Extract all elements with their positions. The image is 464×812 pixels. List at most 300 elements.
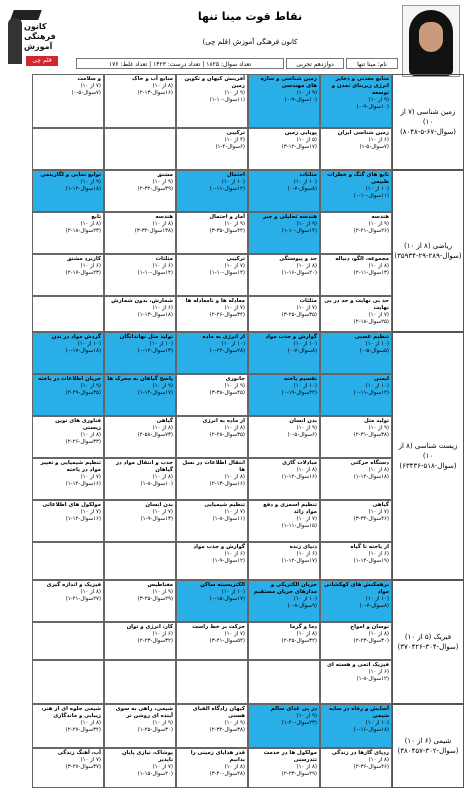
topic-counts: (۱۲سوال-۸-۱) [356,676,389,682]
topic-name: فیزیک و اندازه گیری [46,582,101,588]
topic-counts: (۱۰سوال-۸-۱) [140,481,173,487]
topic-name: آمار و احتمال [209,214,245,220]
topic-counts: (۱۲سوال-۱۱-۰) [353,390,389,396]
topic-score: (۶ از ۱۰) [368,551,389,557]
topic-score: (۸ از ۱۰) [152,425,173,431]
topic-counts: (۳۴سوال-۲۶-۲) [209,312,245,318]
page-title: نقاط قوت مینا تنها [197,10,303,23]
topic-name: حد و پیوستگی [279,256,317,262]
topic-cell [248,622,320,660]
topic-name: کار، انرژی و توان [126,624,173,630]
topic-score: (۹ از ۱۰) [296,425,317,431]
topic-name: مثلثات [299,298,317,304]
topic-name: پوشاک، نیازی پایان ناپذیر [121,750,173,763]
topic-counts: (۲۳سوال-۱۷-۲) [65,270,101,276]
topic-name: گیاهی [372,502,389,508]
topic-name: زمین شناسی ایران [337,130,389,136]
topic-cell [320,296,392,332]
topic-cell [32,458,104,500]
topic-score: (۹ از ۱۰) [224,720,245,726]
topic-cell [176,542,248,580]
topic-counts: (۱۱سوال-۱۰-۱) [209,97,245,103]
topic-name: جذب و انتقال مواد در گیاهان [115,460,173,473]
topic-cell [32,212,104,254]
face-shape [419,22,443,52]
topic-counts: (۳۲سوال-۲۳-۲) [137,638,173,644]
topic-cell [104,458,176,500]
topic-cell [248,170,320,212]
topic-score: (۷ از ۱۰) [80,83,101,89]
topic-name: انتقال اطلاعات در نسل ها [182,460,245,473]
topic-name: جریان الکتریکی و مدارهای جریان مستقیم [253,582,317,595]
topic-cell [320,660,392,704]
topic-cell [104,212,176,254]
topic-name: ردپای گازها در زندگی [331,750,389,756]
topic-cell [104,500,176,542]
topic-score: (۱۰ از ۱۰) [149,341,173,347]
topic-cell [176,500,248,542]
topic-counts: (۲۹سوال-۲۵-۳) [137,596,173,602]
topic-score: (۱۰ از ۱۰) [293,596,317,602]
topic-name: هندسه [155,214,173,220]
topic-name: فناوری های نوین زیستی [55,418,101,431]
topic-name: جریان اطلاعات در یاخته [38,376,101,382]
topic-name: در پی غذای سالم [270,706,317,712]
topic-counts: (۱۳سوال-۱۱-۲) [353,270,389,276]
topic-cell [104,374,176,416]
student-photo [402,5,460,77]
topic-cell [320,748,392,788]
topic-counts: (۱۶سوال-۱۲-۱) [65,481,101,487]
topic-name: احتمال [226,172,245,178]
topic-score: (۸ از ۱۰) [80,720,101,726]
topic-name: آسایش و رفاه در سایه شیمی [328,706,389,719]
topic-counts: (۴۶سوال-۳۴-۳) [353,516,389,522]
topic-cell [248,296,320,332]
topic-score: (۸ از ۱۰) [152,474,173,480]
topic-cell [32,128,104,170]
topic-cell [176,128,248,170]
topic-counts: (۱۳۸سوال-۳۴-۳) [134,228,173,234]
name-field: نام: مینا تنها [346,58,398,69]
topic-cell [176,254,248,296]
topic-counts: (۱۰سوال-۹-۰) [284,97,317,103]
subject-label: فیزیک (۵ از ۱۰) (۳۷۰سوال-۳۰۴-۴۲۶) [392,580,464,704]
topic-score: (۷ از ۱۰) [224,263,245,269]
topic-name: مولکول ها در خدمت تندرستی [263,750,317,763]
topic-cell [320,212,392,254]
topic-cell [104,128,176,170]
topic-score: (۴ از ۱۰) [224,137,245,143]
topic-cell [320,580,392,622]
topic-score: (۹ از ۱۰) [296,90,317,96]
topic-score: (۱۰ از ۱۰) [365,383,389,389]
topic-counts: (۱۲سوال-۱۱-۰) [209,186,245,192]
topic-name: توابع نمایی و لگاریتمی [40,172,101,178]
topic-counts: (۳۲سوال-۲۵-۲) [281,638,317,644]
topic-name: تقسیم یاخته [283,376,317,382]
topic-score: (۷ از ۱۰) [152,509,173,515]
topic-score: (۹ از ۱۰) [224,383,245,389]
topic-cell [32,580,104,622]
topic-name: آفرینش کیهان و تکوین زمین [184,76,245,89]
topic-cell [32,542,104,580]
topic-cell [32,170,104,212]
subject-label: شیمی (۶ از ۱۰) (۳۸۰سوال-۳۰۲-۴۵۷) [392,704,464,788]
topic-name: شیمی، راهی به سوی آینده ای روشن تر [115,706,173,719]
topic-name: مثلثات [155,256,173,262]
topic-cell [176,660,248,704]
topic-name: مغناطیس [147,582,173,588]
topic-score: (۹ از ۱۰) [80,383,101,389]
topic-counts: (۱۰سوال-۹-۰) [356,104,389,110]
topic-cell [104,74,176,128]
topic-cell [248,128,320,170]
logo-line-1: کانون [24,22,47,31]
topic-name: تنظیم شیمیایی [204,502,245,508]
topic-cell [248,542,320,580]
topic-cell [104,170,176,212]
topic-cell [320,170,392,212]
topic-name: تنظیم اسمزی و دفع مواد زائد [263,502,317,515]
topic-name: گوارش و جذب مواد [265,334,317,340]
topic-cell [176,74,248,128]
topic-counts: (۱۱سوال-۸-۱) [212,516,245,522]
topic-cell [248,254,320,296]
topic-cell [248,332,320,374]
kanoon-logo [6,4,64,68]
topic-score: (۷ از ۱۰) [152,764,173,770]
topic-counts: (۱۳سوال-۹-۱) [140,516,173,522]
topic-name: معادله ها و نامعادله ها [185,298,245,304]
topic-counts: (۷سوال-۵-۰) [71,90,101,96]
topic-name: حرکت بر خط راست [192,624,245,630]
topic-name: تابع های گنگ و خطرات طبیعی [327,172,389,185]
topic-cell [176,580,248,622]
topic-counts: (۳۵سوال-۲۹-۲) [65,390,101,396]
topic-counts: (۱۲سوال-۹-۱) [212,558,245,564]
topic-counts: (۳۰سوال-۲۳-۲) [353,638,389,644]
topic-score: (۱۰ از ۱۰) [293,179,317,185]
topic-cell [32,416,104,458]
topic-name: کاربرد مشتق [66,256,101,262]
topic-score: (۸ از ۱۰) [296,631,317,637]
stats-field: تعداد سوال: ۱۸۲۵ | تعداد درست: ۱۴۲۳ | تعداد غلط: ۱۷۶ [76,58,284,69]
topic-name: مثلثات [299,172,317,178]
topic-name: برهمکنش های کهکشانی مواد [324,582,389,595]
topic-name: گردش مواد در بدن [51,334,101,340]
topic-score: (۸ از ۱۰) [80,589,101,595]
topic-score: (۱۰ از ۱۰) [221,179,245,185]
topic-counts: (۵سوال-۵-۰) [359,348,389,354]
topic-cell [176,212,248,254]
topic-cell [104,660,176,704]
topic-cell [320,128,392,170]
topic-counts: (۳۰سوال-۲۵-۱) [137,727,173,733]
topic-counts: (۱۶سوال-۱۳-۲) [137,90,173,96]
topic-counts: (۱۴سوال-۱۰-۱) [281,228,317,234]
topic-score: (۸ از ۱۰) [224,474,245,480]
topic-score: (۱۰ از ۱۰) [77,341,101,347]
page-subtitle: کانون فرهنگی آموزش (قلم چی) [202,38,298,46]
topic-score: (۱۰ از ۱۰) [365,720,389,726]
logo-line-3: آموزش [24,42,53,51]
topic-score: (۹ از ۱۰) [368,221,389,227]
topic-score: (۷ از ۱۰) [80,509,101,515]
topic-score: (۹ از ۱۰) [224,221,245,227]
topic-cell [176,374,248,416]
topic-cell [320,500,392,542]
topic-score: (۱۰ از ۱۰) [365,186,389,192]
topic-name: از انرژی به ماده [202,334,245,340]
topic-name: تنظیم شیمیایی و تغییر مواد در یاخته [40,460,101,473]
topic-counts: (۳۵سوال-۲۵-۳) [281,312,317,318]
topic-score: (۹ از ۱۰) [296,713,317,719]
topic-name: فیزیک اتمی و هسته ای [327,662,389,668]
topic-name: گیاهی [156,418,173,424]
topic-counts: (۶سوال-۵-۰) [287,432,317,438]
topic-score: (۷ از ۱۰) [224,631,245,637]
topic-counts: (۳۸سوال-۳۲-۲) [209,727,245,733]
topic-cell [104,416,176,458]
topic-cell [104,704,176,748]
topic-counts: (۴۵سوال-۳۸-۳) [209,390,245,396]
topic-cell [320,254,392,296]
topic-name: و سلامت [77,76,101,82]
topic-cell [320,458,392,500]
topic-cell [32,500,104,542]
topic-score: (۹ از ۱۰) [80,179,101,185]
topic-counts: (۸سوال-۷-۰) [359,603,389,609]
topic-score: (۸ از ۱۰) [368,263,389,269]
topic-name: مولکول های اطلاعاتی [42,502,101,508]
topic-score: (۷ از ۱۰) [368,509,389,515]
topic-cell [248,74,320,128]
topic-counts: (۲۳سوال-۱۸-۲) [65,228,101,234]
topic-score: (۹ از ۱۰) [152,179,173,185]
topic-name: ایمنی [373,376,389,382]
topic-score: (۱۰ از ۱۰) [221,341,245,347]
subject-label: زمین شناسی (۷ از ۱۰) (۸۰سوال-۶۷-۵-۴۸) [392,74,464,170]
subject-label: زیست شناسی (۸ از ۱۰) (۶۳۴سوال-۵۱۸-۳۶) [392,332,464,580]
topic-score: (۸ از ۱۰) [368,631,389,637]
topic-counts: (۷سوال-۵-۱) [359,144,389,150]
topic-name: منابع معدنی و ذخایر انرژی زیربنای تمدن و توسعه [331,76,389,96]
topic-counts: (۱۷سوال-۱۲-۱) [281,558,317,564]
topic-name: الکتریسیته ساکن [200,582,245,588]
topic-name: زمین شناسی و سازه های مهندسی [260,76,317,89]
topic-score: (۹ از ۱۰) [152,720,173,726]
topic-cell [32,332,104,374]
topic-cell [320,332,392,374]
topic-name: تولید مثل نهاندانگان [119,334,173,340]
topic-score: (۶ از ۱۰) [80,263,101,269]
topic-counts: (۱۵سوال-۱۱-۱) [281,523,317,529]
graduate-figure-icon [8,18,22,64]
topic-score: (۷ از ۱۰) [296,516,317,522]
topic-score: (۸ از ۱۰) [152,83,173,89]
topic-name: منابع آب و خاک [132,76,173,82]
topic-counts: (۱۸سوال-۱۴-۱) [65,186,101,192]
topic-cell [176,458,248,500]
topic-score: (۸ از ۱۰) [152,221,173,227]
topic-score: (۵ از ۱۰) [296,137,317,143]
topic-name: از یاخته تا گیاه [350,544,389,550]
topic-counts: (۲۶سوال-۲۱-۲) [353,228,389,234]
topic-counts: (۱۹سوال-۱۴-۱) [353,558,389,564]
topic-score: (۱۰ از ۱۰) [221,589,245,595]
topic-cell [32,74,104,128]
topic-score: (۸ از ۱۰) [224,425,245,431]
topic-name: تابع [91,214,101,220]
topic-score: (۶ از ۱۰) [152,631,173,637]
topic-counts: (۳۳سوال-۲۶-۲) [65,439,101,445]
topic-name: تنظیم عصبی [354,334,389,340]
topic-cell [104,296,176,332]
topic-cell [248,500,320,542]
topic-cell [320,374,392,416]
topic-name: دما و گرما [289,624,317,630]
topic-name: پویایی زمین [284,130,317,136]
topic-cell [248,212,320,254]
topic-name: پاسخ گیاهان به محرک ها [107,376,173,382]
logo-line-2: فرهنگی [24,32,56,41]
topic-name: مجموعه، الگو، دنباله [335,256,389,262]
topic-name: مشتق [157,172,173,178]
topic-name: بدن انسان [145,502,173,508]
topic-cell [176,622,248,660]
topic-name: حد بی نهایت و حد در بی نهایت [324,298,389,311]
topic-counts: (۲۲سوال-۱۹-۰) [281,390,317,396]
topic-cell [176,332,248,374]
topic-score: (۷ از ۱۰) [224,305,245,311]
topic-score: (۷ از ۱۰) [80,474,101,480]
topic-name: بدن انسان [289,418,317,424]
topic-counts: (۳۷سوال-۲۷-۳) [65,764,101,770]
topic-name: دنیای زنده [289,544,317,550]
topic-cell [104,332,176,374]
topic-score: (۶ از ۱۰) [296,551,317,557]
topic-cell [320,416,392,458]
topic-cell [248,458,320,500]
topic-cell [320,542,392,580]
topic-counts: (۱۸سوال-۱۶-۰) [353,727,389,733]
topic-name: کیهان زادگاه الفبای هستی [192,706,245,719]
topic-score: (۸ از ۱۰) [296,263,317,269]
topic-score: (۸ از ۱۰) [80,432,101,438]
topic-score: (۷ از ۱۰) [80,757,101,763]
topic-name: ترکیبی [226,256,245,262]
topic-cell [32,704,104,748]
topic-cell [176,416,248,458]
topic-cell [176,170,248,212]
topic-counts: (۵۴سوال-۴۱-۳) [209,638,245,644]
topic-score: (۸ از ۱۰) [368,757,389,763]
topic-cell [248,704,320,748]
topic-counts: (۲۳سوال-۲۰-۱) [281,720,317,726]
topic-score: (۹ از ۱۰) [296,221,317,227]
topic-cell [32,254,104,296]
topic-cell [104,542,176,580]
topic-score: (۹ از ۱۰) [224,90,245,96]
topic-score: (۱۰ از ۱۰) [365,341,389,347]
topic-cell [104,254,176,296]
topic-cell [248,580,320,622]
topic-cell [320,704,392,748]
topic-cell [32,748,104,788]
topic-name: تولید مثل [364,418,389,424]
topic-name: ترکیبی [226,130,245,136]
topic-name: شیمی جلوه ای از هنر، زیبایی و ماندگاری [41,706,101,719]
topic-score: (۱۰ از ۱۰) [293,341,317,347]
topic-score: (۹ از ۱۰) [152,589,173,595]
topic-counts: (۳۴سوال-۲۷-۲) [65,727,101,733]
topic-cell [248,660,320,704]
topic-counts: (۲۹سوال-۲۳-۲) [281,771,317,777]
topic-counts: (۱۸سوال-۱۷-۰) [65,348,101,354]
topic-score: (۸ از ۱۰) [296,467,317,473]
topic-score: (۹ از ۱۰) [368,425,389,431]
subject-label: ریاضی (۸ از ۱۰) (۳۵۹سوال-۲۸۹-۲۹-۳۴) [392,170,464,332]
topic-counts: (۲۰سوال-۱۶-۱) [281,270,317,276]
topic-score: (۸ از ۱۰) [80,221,101,227]
topic-counts: (۱۷سوال-۱۲-۳) [281,144,317,150]
topic-counts: (۸سوال-۷-۰) [287,186,317,192]
topic-counts: (۲۵سوال-۱۸-۲) [353,319,389,325]
topic-name: آب، آهنگ زندگی [57,750,101,756]
topic-counts: (۱۸سوال-۱۴-۱) [353,474,389,480]
topic-score: (۹ از ۱۰) [152,383,173,389]
topic-cell [320,622,392,660]
topic-cell [248,374,320,416]
topic-counts: (۲۰سوال-۱۵-۱) [137,771,173,777]
topic-score: (۸ از ۱۰) [224,764,245,770]
topic-score: (۷ از ۱۰) [368,312,389,318]
topic-score: (۹ از ۱۰) [368,97,389,103]
topic-counts: (۱۷سوال-۱۴-۱) [137,390,173,396]
topic-name: هندسه تحلیلی و جبر [262,214,317,220]
topic-counts: (۱۴سوال-۱۰-۱) [137,270,173,276]
topic-cell [248,748,320,788]
topic-score: (۸ از ۱۰) [296,764,317,770]
logo-badge: قلم چی [26,56,58,66]
topic-counts: (۹سوال-۸-۰) [287,603,317,609]
topic-cell [176,296,248,332]
topic-score: (۶ از ۱۰) [224,551,245,557]
topic-counts: (۱۷سوال-۱۵-۰) [209,596,245,602]
topic-counts: (۴۶سوال-۳۶-۲) [353,764,389,770]
topic-counts: (۸سوال-۷-۰) [287,348,317,354]
topic-counts: (۲۸سوال-۲۴-۰) [209,348,245,354]
topic-score: (۶ از ۱۰) [152,263,173,269]
topic-name: هندسه [371,214,389,220]
topic-name: از ماده به انرژی [202,418,245,424]
topic-cell [32,374,104,416]
topic-counts: (۱۱سوال-۱۰-۰) [353,193,389,199]
topic-counts: (۳۹سوال-۳۲-۲) [137,186,173,192]
topic-name: دستگاه حرکتی [350,460,389,466]
topic-cell [32,622,104,660]
topic-counts: (۱۸سوال-۱۳-۱) [137,312,173,318]
topic-name: مبادلات گازی [282,460,317,466]
topic-name: گوارش و جذب مواد [193,544,245,550]
topic-counts: (۶سوال-۴-۱) [215,144,245,150]
topic-name: جانوری [225,376,245,382]
topic-score: (۱۰ از ۱۰) [365,596,389,602]
topic-counts: (۲۷سوال-۲۱-۱) [65,596,101,602]
topic-cell [176,748,248,788]
topic-score: (۷ از ۱۰) [224,509,245,515]
